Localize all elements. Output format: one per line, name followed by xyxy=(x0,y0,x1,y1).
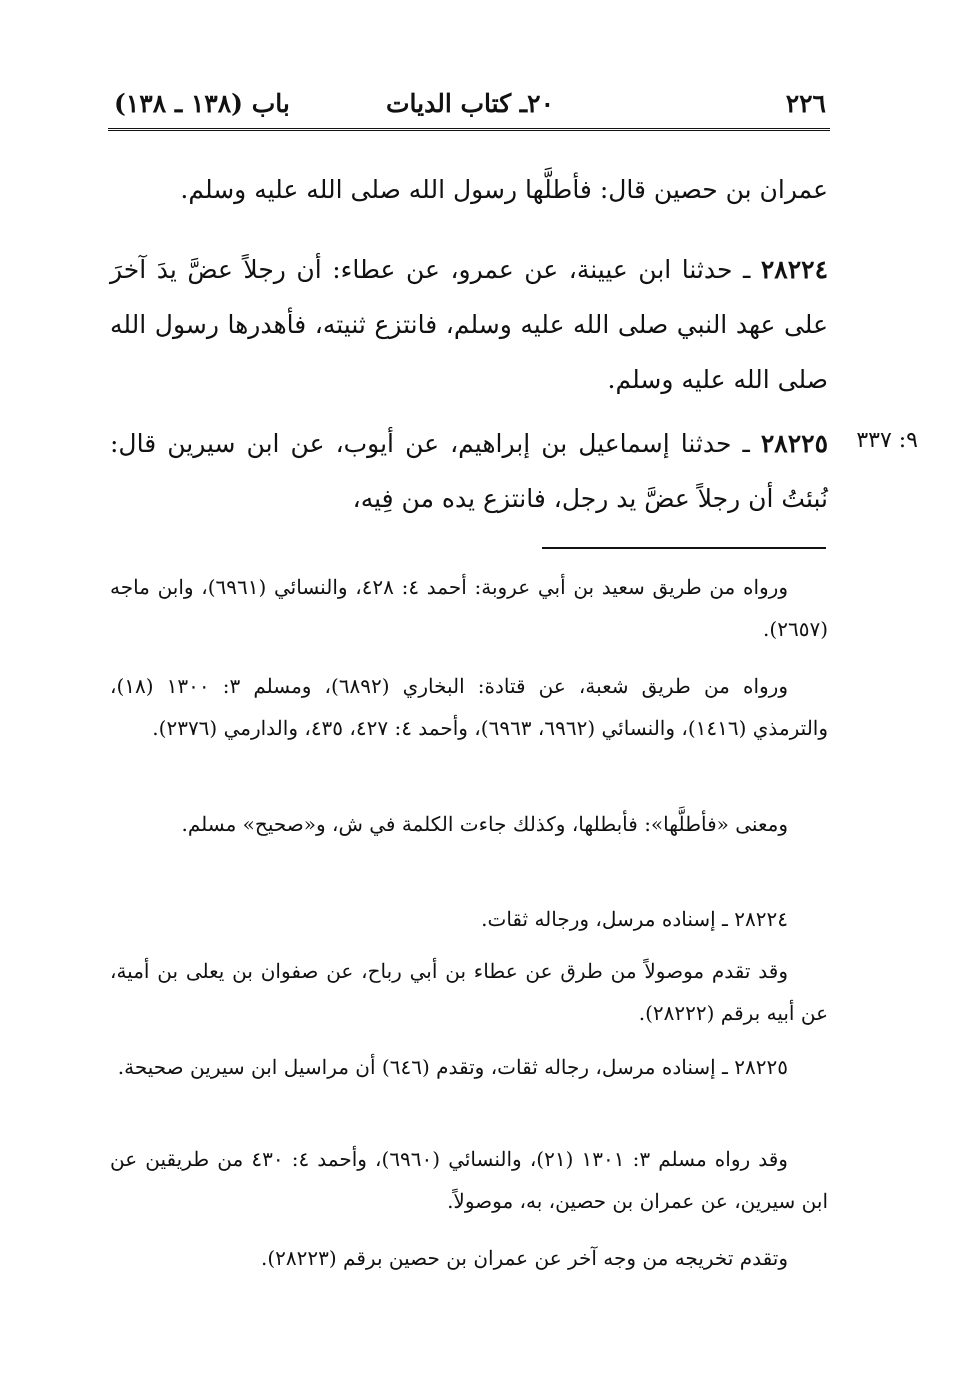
hadith-28224 xyxy=(110,242,828,407)
hadith-text: ـ حدثنا إسماعيل بن إبراهيم، عن أيوب، عن ابن سيرين قال: نُبئتُ أن رجلاً عضَّ يد رجل، فانتزع يده من فِيه، xyxy=(110,429,828,513)
footnote-paragraph xyxy=(110,1046,828,1088)
footnote-paragraph xyxy=(110,803,828,845)
footnote-text: وقد رواه مسلم ٣: ١٣٠١ (٢١)، والنسائي (٦٩٦٠)، وأحمد ٤: ٤٣٠ من طريقين عن ابن سيرين، عن عمران بن حصين، به، موصولاً. xyxy=(110,1147,828,1213)
header-rule xyxy=(108,128,830,131)
footnote-text: ومعنى «فأطلَّها»: فأبطلها، وكذلك جاءت الكلمة في ش، و«صحيح» مسلم. xyxy=(181,812,788,836)
footnote-text: وتقدم تخريجه من وجه آخر عن عمران بن حصين برقم (٢٨٢٢٣). xyxy=(260,1246,788,1270)
footnote-paragraph xyxy=(110,1138,828,1222)
page-header xyxy=(110,86,830,126)
footnote-text: ٢٨٢٢٥ ـ إسناده مرسل، رجاله ثقات، وتقدم (٦٤٦) أن مراسيل ابن سيرين صحيحة. xyxy=(117,1055,788,1079)
footnote-paragraph xyxy=(110,665,828,749)
hadith-number: ٢٨٢٢٤ xyxy=(760,255,828,284)
hadith-text: ـ حدثنا ابن عيينة، عن عمرو، عن عطاء: أن رجلاً عضَّ يدَ آخرَ على عهد النبي صلى الله عليه وسلم، فانتزع ثنيته، فأهدرها رسول الله صلى الله عليه وسلم. xyxy=(110,255,828,394)
footnote-text: ورواه من طريق شعبة، عن قتادة: البخاري (٦٨٩٢)، ومسلم ٣: ١٣٠٠ (١٨)، والترمذي (١٤١٦)، والنسائي (٦٩٦٢، ٦٩٦٣)، وأحمد ٤: ٤٢٧، ٤٣٥، والدارمي (٢٣٧٦). xyxy=(110,674,828,740)
hadith-28225 xyxy=(110,416,828,526)
book-title: ٢٠ـ كتاب الديات xyxy=(386,89,554,118)
footnote-paragraph xyxy=(110,1237,828,1279)
footnote-paragraph xyxy=(110,898,828,940)
footnote-paragraph xyxy=(110,950,828,1034)
footnote-text: وقد تقدم موصولاً من طرق عن عطاء بن أبي رباح، عن صفوان بن يعلى بن أمية، عن أبيه برقم (٢٨٢٢٢). xyxy=(110,959,828,1025)
footnote-text: ورواه من طريق سعيد بن أبي عروبة: أحمد ٤: ٤٢٨، والنسائي (٦٩٦١)، وابن ماجه (٢٦٥٧). xyxy=(110,575,828,641)
margin-reference: ٩: ٣٣٧ xyxy=(856,428,918,453)
hadith-number: ٢٨٢٢٥ xyxy=(760,429,828,458)
chapter-range: باب (١٣٨ ـ ١٣٨) xyxy=(114,89,290,118)
footnote-paragraph xyxy=(110,566,828,650)
footnote-text: ٢٨٢٢٤ ـ إسناده مرسل، ورجاله ثقات. xyxy=(481,907,788,931)
page-number: ٢٢٦ xyxy=(785,89,826,118)
main-paragraph-continuation: عمران بن حصين قال: فأطلَّها رسول الله صلى الله عليه وسلم. xyxy=(180,175,828,204)
footnote-separator xyxy=(542,547,826,549)
